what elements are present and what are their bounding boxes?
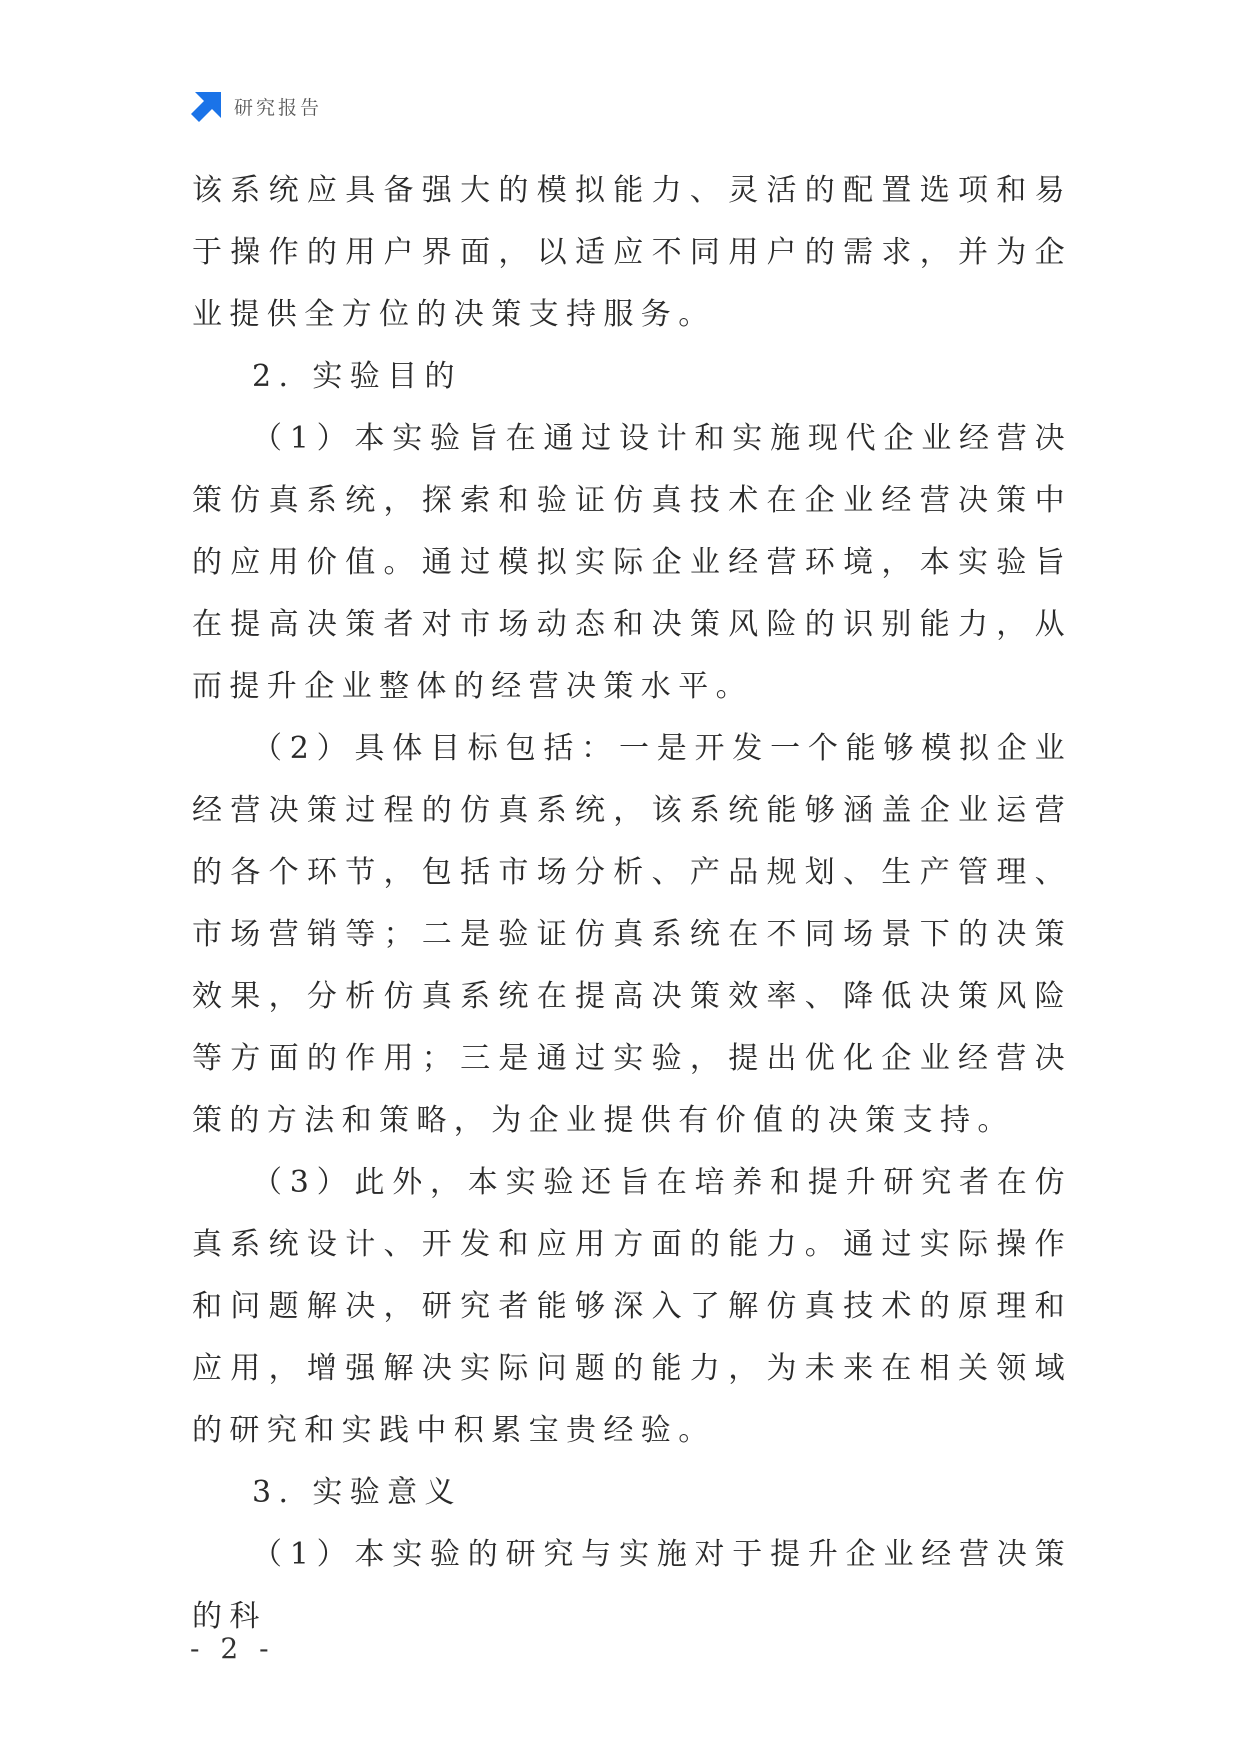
page-number: - 2 - — [190, 1632, 275, 1665]
header-title: 研究报告 — [234, 96, 323, 119]
paragraph: 该系统应具备强大的模拟能力、灵活的配置选项和易于操作的用户界面，以适应不同用户的需求，并为企业提供全方位的决策支持服务。 — [192, 173, 1072, 332]
document-body — [192, 160, 1072, 1648]
section-heading: 3. 实验意义 — [252, 1475, 462, 1510]
paragraph: （1）本实验的研究与实施对于提升企业经营决策的科 — [192, 1537, 1072, 1634]
paragraph: （2）具体目标包括：一是开发一个能够模拟企业经营决策过程的仿真系统，该系统能够涵盖企业运营的各个环节，包括市场分析、产品规划、生产管理、市场营销等；二是验证仿真系统在不同场景下的决策效果，分析仿真系统在提高决策效率、降低决策风险等方面的作用；三是通过实验，提出优化企业经营决策的方法和策略，为企业提供有价值的决策支持。 — [192, 731, 1072, 1138]
paragraph: （3）此外，本实验还旨在培养和提升研究者在仿真系统设计、开发和应用方面的能力。通过实际操作和问题解决，研究者能够深入了解仿真技术的原理和应用，增强解决实际问题的能力，为未来在相关领域的研究和实践中积累宝贵经验。 — [192, 1165, 1072, 1448]
section-heading: 2. 实验目的 — [252, 359, 462, 394]
page-header — [190, 88, 322, 124]
arrow-logo-icon — [190, 89, 224, 123]
paragraph: （1）本实验旨在通过设计和实施现代企业经营决策仿真系统，探索和验证仿真技术在企业经营决策中的应用价值。通过模拟实际企业经营环境，本实验旨在提高决策者对市场动态和决策风险的识别能力，从而提升企业整体的经营决策水平。 — [192, 421, 1072, 704]
